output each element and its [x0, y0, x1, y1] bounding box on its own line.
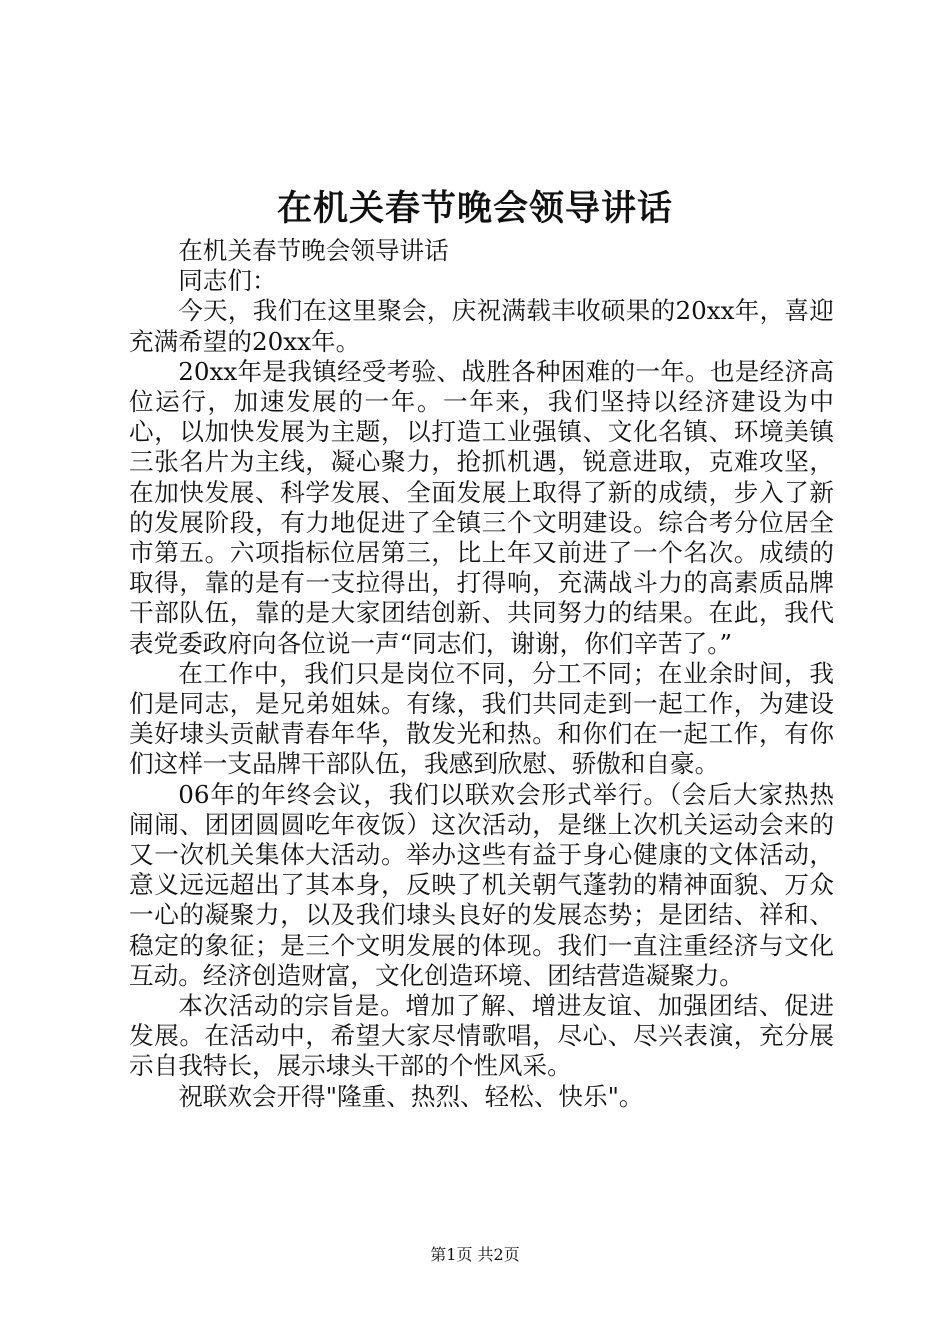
- document-body: [129, 236, 834, 1112]
- paragraph-opening: 今天，我们在这里聚会，庆祝满载丰收硕果的20xx年，喜迎充满希望的20xx年。: [129, 296, 834, 356]
- paragraph-year-end-meeting: 06年的年终会议，我们以联欢会形式举行。（会后大家热热闹闹、团团圆圆吃年夜饭）这次活动，是继上次机关运动会来的又一次机关集体大活动。举办这些有益于身心健康的文体活动，意义远远超出了其本身，反映了机关朝气蓬勃的精神面貌、万众一心的凝聚力，以及我们埭头良好的发展态势；是团结、祥和、稳定的象征；是三个文明发展的体现。我们一直注重经济与文化互动。经济创造财富，文化创造环境、团结营造凝聚力。: [129, 779, 834, 990]
- paragraph-salutation: 同志们：: [178, 266, 277, 296]
- paragraph-colleagues: 在工作中，我们只是岗位不同，分工不同；在业余时间，我们是同志，是兄弟姐妹。有缘，我们共同走到一起工作，为建设美好埭头贡献青春年华，散发光和热。和你们在一起工作，有你们这样一支品牌干部队伍，我感到欣慰、骄傲和自豪。: [129, 658, 834, 779]
- paragraph-subtitle: 在机关春节晚会领导讲话: [178, 236, 449, 265]
- document-title: 在机关春节晚会领导讲话: [276, 188, 673, 229]
- paragraph-achievements: 20xx年是我镇经受考验、战胜各种困难的一年。也是经济高位运行，加速发展的一年。一年来，我们坚持以经济建设为中心，以加快发展为主题，以打造工业强镇、文化名镇、环境美镇三张名片为主线，凝心聚力，抢抓机遇，锐意进取，克难攻坚，在加快发展、科学发展、全面发展上取得了新的成绩，步入了新的发展阶段，有力地促进了全镇三个文明建设。综合考分位居全市第五。六项指标位居第三，比上年又前进了一个名次。成绩的取得，靠的是有一支拉得出，打得响，充满战斗力的高素质品牌干部队伍，靠的是大家团结创新、共同努力的结果。在此，我代表党委政府向各位说一声“同志们，谢谢，你们辛苦了。”: [129, 356, 834, 658]
- paragraph-purpose: 本次活动的宗旨是。增加了解、增进友谊、加强团结、促进发展。在活动中，希望大家尽情歌唱，尽心、尽兴表演，充分展示自我特长，展示埭头干部的个性风采。: [129, 991, 834, 1081]
- page-number-footer: 第1页 共2页: [430, 1245, 520, 1264]
- paragraph-closing: 祝联欢会开得"隆重、热烈、轻松、快乐"。: [178, 1081, 644, 1111]
